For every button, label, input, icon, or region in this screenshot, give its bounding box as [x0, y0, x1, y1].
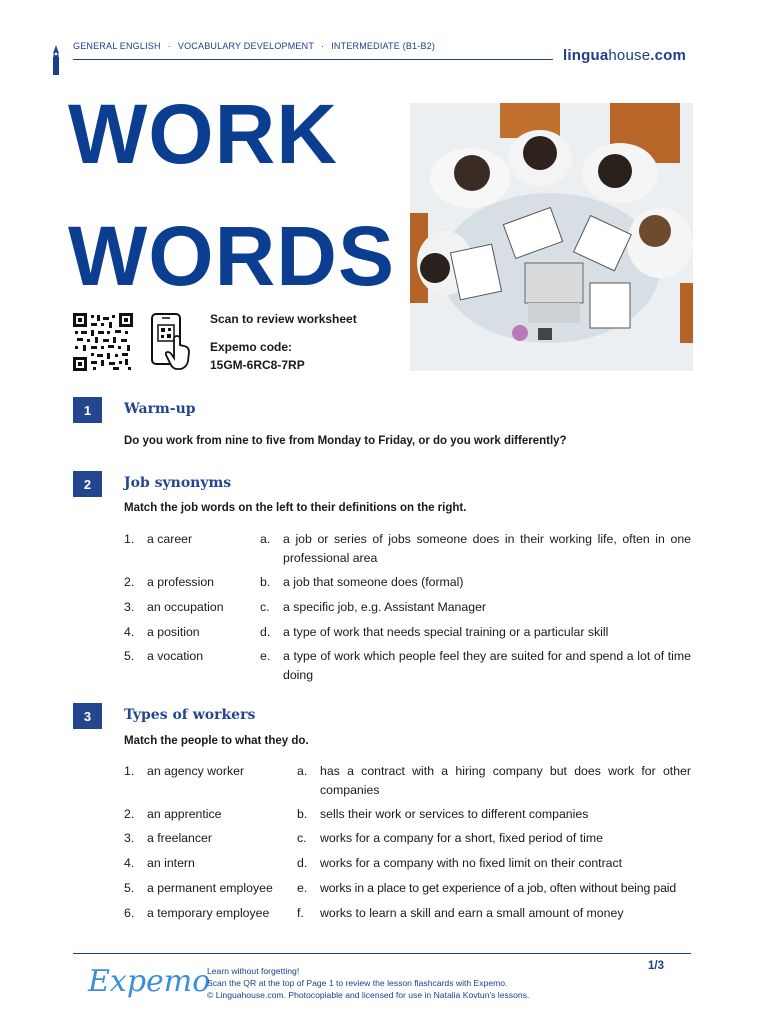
footer-copyright: © Linguahouse.com. Photocopiable and licensed for use in Natalia Kovtun's lessons. — [207, 990, 530, 1000]
section-title-job-synonyms: Job synonyms — [124, 475, 232, 491]
big-ben-icon — [50, 45, 62, 75]
list-item: 1. a career a. a job or series of jobs someone does in their working life, often in one professional area — [124, 532, 691, 565]
section-number-2: 2 — [73, 471, 102, 497]
expemo-logo[interactable]: Expemo — [88, 964, 211, 999]
footer-text — [207, 965, 529, 1001]
footer-scan-note: Scan the QR at the top of Page 1 to review the lesson flashcards with Expemo. — [207, 978, 508, 988]
meeting-photo — [410, 103, 693, 371]
breadcrumb-item-level2: VOCABULARY DEVELOPMENT — [177, 41, 315, 51]
section-title-types-of-workers: Types of workers — [124, 707, 256, 723]
expemo-code-label: Expemo code: — [210, 340, 293, 354]
qr-code[interactable] — [73, 313, 133, 371]
footer-divider — [73, 953, 691, 954]
expemo-code-value: 15GM-6RC8-7RP — [210, 358, 305, 372]
phone-scan-icon — [150, 313, 192, 371]
breadcrumb-item-level3: INTERMEDIATE (B1-B2) — [331, 41, 436, 51]
section-number-1: 1 — [73, 397, 102, 423]
section-instruction-1: Do you work from nine to five from Monday to Friday, or do you work differently? — [124, 435, 567, 447]
footer-tagline: Learn without forgetting! — [207, 966, 300, 976]
scan-instruction: Scan to review worksheet — [210, 312, 357, 326]
breadcrumb-item-level1: GENERAL ENGLISH — [73, 41, 161, 51]
header-divider — [73, 59, 553, 60]
section-number-3: 3 — [73, 703, 102, 729]
section-instruction-3: Match the people to what they do. — [124, 735, 309, 747]
breadcrumb: GENERAL ENGLISH · VOCABULARY DEVELOPMENT · INTERMEDIATE (B1-B2) — [73, 41, 436, 51]
section-instruction-2: Match the job words on the left to their definitions on the right. — [124, 502, 467, 514]
page-title-line1: WORK — [68, 87, 338, 181]
page-number: 1/3 — [648, 960, 664, 972]
brand-logo[interactable]: linguahouse.com — [563, 47, 687, 64]
page-title-line2: WORDS — [68, 209, 395, 303]
section-title-warm-up: Warm-up — [124, 401, 196, 417]
